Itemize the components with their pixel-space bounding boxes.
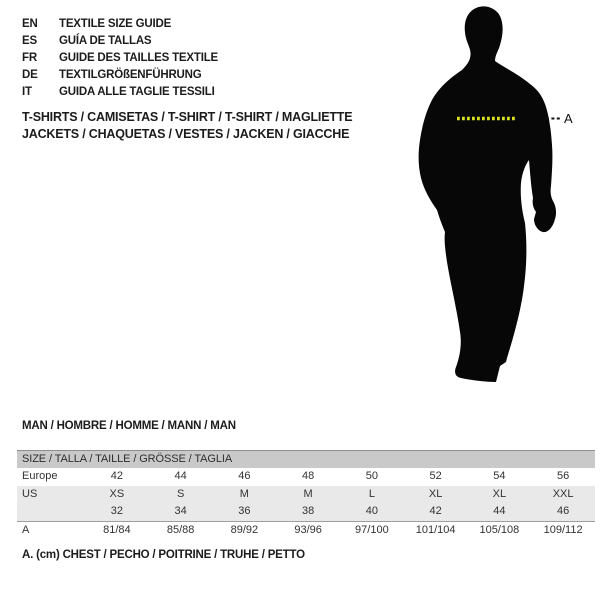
language-title: TEXTILGRÖßENFÜHRUNG [59,69,202,81]
language-row-de [22,67,218,84]
size-value: S [176,487,185,500]
language-title: GUÍA DE TALLAS [59,35,152,47]
size-value: 50 [365,470,378,482]
language-title: GUIDE DES TAILLES TEXTILE [59,52,218,64]
size-value: 48 [302,470,315,482]
size-value: 44 [174,470,187,482]
size-value: 56 [557,470,570,482]
row-label: A [22,523,30,536]
size-value: 101/104 [415,523,456,536]
language-list [22,16,218,101]
size-value: 42 [110,470,123,482]
language-code: FR [22,52,37,64]
size-value: 97/100 [355,523,389,536]
size-value: 54 [493,470,506,482]
size-value: 36 [238,505,251,517]
language-code: IT [22,86,32,98]
man-silhouette-figure [400,0,600,400]
category-tshirts: T-SHIRTS / CAMISETAS / T-SHIRT / T-SHIRT / MAGLIETTE [22,110,353,124]
language-row-it [22,84,218,101]
row-label: US [22,487,38,500]
language-row-fr [22,50,218,67]
category-list [22,109,352,143]
footnote-chest-measure: A. (cm) CHEST / PECHO / POITRINE / TRUHE / PETTO [22,549,305,561]
size-value: 38 [302,505,315,517]
row-label [17,503,85,521]
table-row-uk-sizes [17,503,595,522]
man-silhouette [419,6,556,382]
size-value: 105/108 [479,523,520,536]
language-title: GUIDA ALLE TAGLIE TESSILI [59,86,215,98]
language-row-es [22,33,218,50]
size-value: M [239,487,249,500]
language-code: EN [22,18,38,30]
row-label: Europe [22,470,58,482]
size-table [17,450,595,539]
category-jackets: JACKETS / CHAQUETAS / VESTES / JACKEN / GIACCHE [22,127,350,141]
size-value: 81/84 [103,523,131,536]
language-row-en [22,16,218,33]
size-value: 46 [238,470,251,482]
size-value: 40 [365,505,378,517]
size-value: 42 [429,505,442,517]
size-value: 93/96 [294,523,322,536]
language-code: DE [22,69,38,81]
language-code: ES [22,35,37,47]
man-silhouette-svg [400,0,600,400]
size-value: XL [428,487,443,500]
table-row-europe [17,468,595,486]
size-value: 34 [174,505,187,517]
size-value: L [368,487,375,500]
size-value: 85/88 [166,523,195,536]
size-value: 46 [557,505,570,517]
size-table-header: SIZE / TALLA / TAILLE / GRÖSSE / TAGLIA [17,450,595,468]
size-value: 109/112 [543,523,583,536]
section-title-man: MAN / HOMBRE / HOMME / MANN / MAN [22,420,236,432]
size-value: 44 [493,505,506,517]
size-value: XL [492,487,507,500]
measure-label-a: A [564,111,573,126]
table-row-chest-a [17,522,595,540]
size-value: XXL [552,487,574,500]
size-value: 32 [110,505,123,517]
size-value: 52 [429,470,442,482]
size-value: 89/92 [230,523,259,536]
size-value: XS [109,487,125,500]
table-row-us [17,486,595,504]
language-title: TEXTILE SIZE GUIDE [59,18,172,30]
size-value: M [303,487,313,500]
